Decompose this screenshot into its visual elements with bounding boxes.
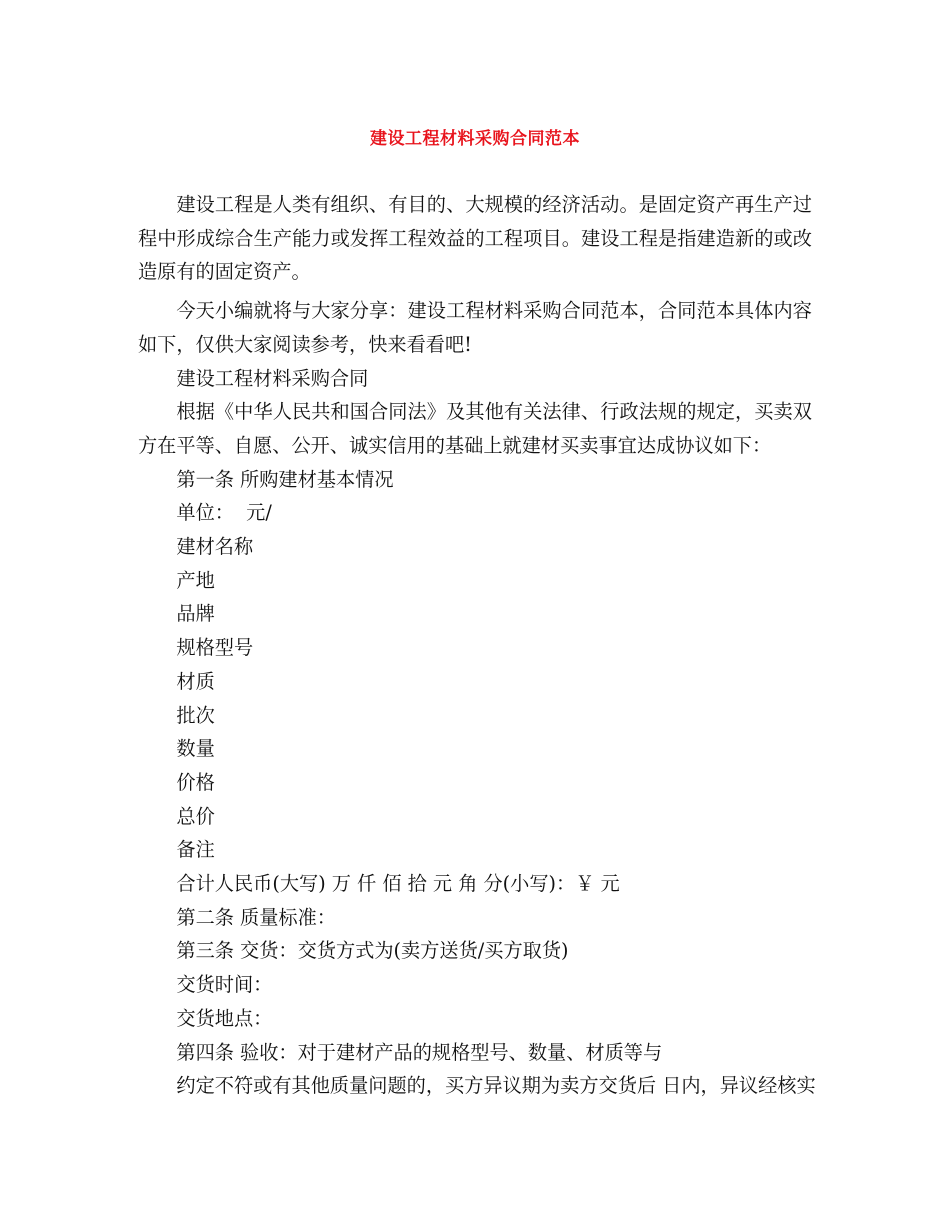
intro-paragraph: 建设工程是人类有组织、有目的、大规模的经济活动。是固定资产再生产过程中形成综合生产能力或发挥工程效益的工程项目。建设工程是指建造新的或改造原有的固定资产。 [138,193,812,284]
article-1: 第一条 所购建材基本情况 [176,467,394,491]
delivery-time: 交货时间： [176,973,273,997]
article-2: 第二条 质量标准： [176,905,336,929]
share-paragraph: 今天小编就将与大家分享：建设工程材料采购合同范本，合同范本具体内容如下，仅供大家阅读参考，快来看看吧! [138,299,812,356]
field-quantity: 数量 [176,737,215,761]
field-batch: 批次 [176,703,215,727]
document-title: 建设工程材料采购合同范本 [370,129,580,149]
field-brand: 品牌 [176,602,215,626]
article-4: 第四条 验收：对于建材产品的规格型号、数量、材质等与 [176,1040,663,1064]
article-3: 第三条 交货：交货方式为(卖方送货/买方取货) [176,939,569,963]
field-material-name: 建材名称 [176,535,254,559]
delivery-place: 交货地点： [176,1006,273,1030]
unit-line: 单位： 元/ [176,501,272,525]
document-body [138,188,816,1103]
field-spec: 规格型号 [176,636,254,660]
contract-heading: 建设工程材料采购合同 [176,366,369,390]
total-amount-line: 合计人民币(大写) 万 仟 佰 拾 元 角 分(小写)：￥ 元 [176,872,620,896]
field-origin: 产地 [176,568,215,592]
legal-basis-paragraph: 根据《中华人民共和国合同法》及其他有关法律、行政法规的规定，买卖双方在平等、自愿、公开、诚实信用的基础上就建材买卖事宜达成协议如下： [138,400,812,457]
field-total: 总价 [176,804,215,828]
field-material: 材质 [176,669,215,693]
field-remarks: 备注 [176,838,215,862]
field-price: 价格 [176,770,215,794]
article-4-continued: 约定不符或有其他质量问题的，买方异议期为卖方交货后 日内，异议经核实 [176,1074,816,1098]
